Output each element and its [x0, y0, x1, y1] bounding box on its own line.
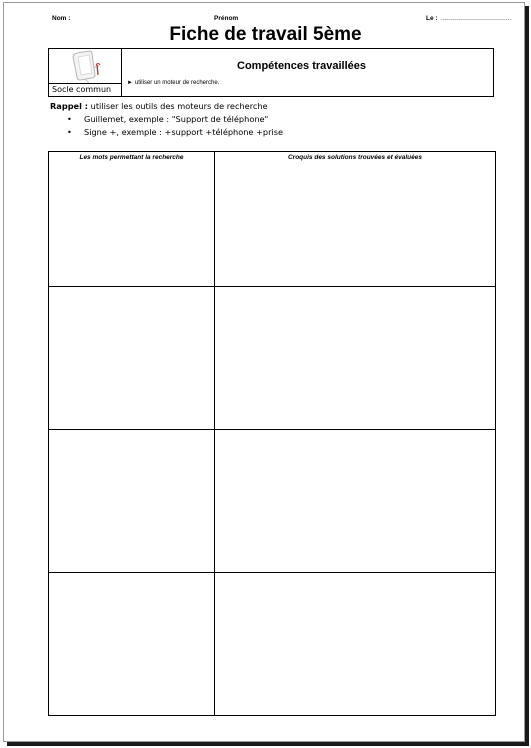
bullet-text: Signe +, exemple : +support +téléphone +prise — [84, 127, 284, 137]
table-row — [49, 152, 496, 287]
list-item — [67, 127, 283, 140]
triangle-bullet-icon: ► — [127, 80, 133, 86]
skills-box — [48, 48, 494, 97]
date-label: Le : — [426, 15, 438, 22]
page-title: Fiche de travail 5ème — [169, 24, 362, 45]
table-row — [49, 573, 496, 716]
phone-illustration — [49, 49, 122, 83]
prenom-label: Prénom — [214, 15, 239, 22]
sketch-cell[interactable] — [215, 430, 496, 573]
bullet-dot-icon: • — [67, 127, 72, 137]
skills-title: Compétences travaillées — [237, 60, 367, 72]
keywords-cell[interactable] — [49, 430, 215, 573]
keywords-cell[interactable] — [49, 573, 215, 716]
socle-cell — [49, 49, 122, 96]
answer-table — [48, 151, 496, 716]
skill-item — [127, 80, 219, 86]
sketch-cell[interactable] — [215, 573, 496, 716]
socle-label: Socle commun — [49, 83, 121, 96]
skill-item-text: utiliser un moteur de recherche. — [134, 80, 220, 86]
rappel-text: utiliser les outils des moteurs de recherche — [88, 101, 268, 111]
phone-icon — [73, 51, 100, 83]
list-item — [67, 114, 283, 127]
keywords-cell[interactable] — [49, 287, 215, 430]
rappel-line — [50, 101, 268, 111]
header-cell-sketches: Croquis des solutions trouvées et évaluées — [215, 152, 496, 287]
bullet-dot-icon: • — [67, 114, 72, 124]
header-cell-keywords: Les mots permettant la recherche — [49, 152, 215, 287]
nom-label: Nom : — [52, 15, 71, 22]
table-row — [49, 287, 496, 430]
rappel-bullets — [67, 114, 283, 140]
date-blank: ................................... — [441, 15, 512, 22]
table-row — [49, 430, 496, 573]
sketch-cell[interactable] — [215, 287, 496, 430]
bullet-text: Guillemet, exemple : "Support de téléphone" — [84, 114, 269, 124]
rappel-label: Rappel : — [50, 101, 89, 111]
